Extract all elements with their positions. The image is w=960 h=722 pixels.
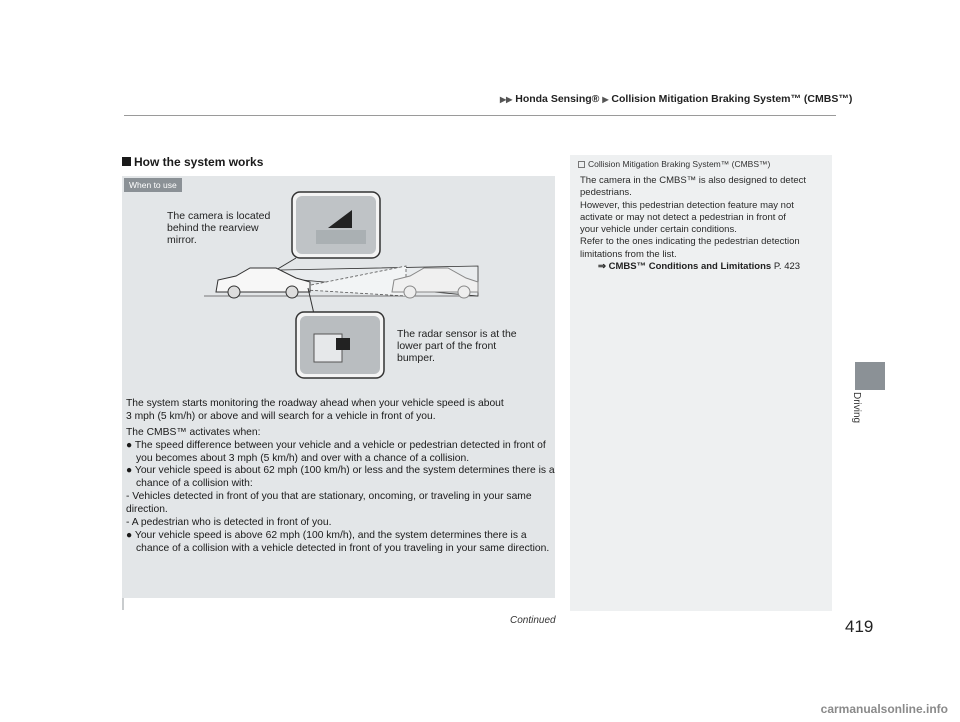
radar-inset-illustration xyxy=(296,312,384,378)
camera-inset-illustration xyxy=(292,192,380,258)
sidebar-line: However, this pedestrian detection feature may not xyxy=(580,199,794,211)
section-heading: How the system works xyxy=(122,155,263,169)
chapter-tab-label: Driving xyxy=(851,392,862,424)
watermark: carmanualsonline.info xyxy=(820,702,948,716)
camera-label-line: mirror. xyxy=(167,234,197,246)
list-item: ● Your vehicle speed is above 62 mph (100 km/h), and the system determines there is a chance of a collision with a vehicle detected in front of you traveling in your same direction. xyxy=(126,530,550,554)
breadcrumb xyxy=(500,93,852,105)
arrow-icon: ⇒ xyxy=(598,261,606,273)
square-bullet-icon xyxy=(122,157,131,166)
sidebar-line: limitations from the list. xyxy=(580,248,677,260)
camera-label-line: behind the rearview xyxy=(167,222,259,234)
list-item: ● The speed difference between your vehicle and a vehicle or pedestrian detected in front of you becomes about 3 mph (5 km/h) and over with a chance of a collision. xyxy=(126,440,546,464)
intro-line: The system starts monitoring the roadway ahead when your vehicle speed is about xyxy=(126,398,504,409)
arrow-icon: ▶▶ xyxy=(500,95,513,104)
radar-sensor-icon xyxy=(336,338,350,350)
panel-edge xyxy=(122,598,124,610)
system-diagram xyxy=(167,188,517,384)
chapter-tab[interactable] xyxy=(855,362,885,390)
sidebar-line: your vehicle under certain conditions. xyxy=(580,224,737,236)
sidebar-title: Collision Mitigation Braking System™ (CMBS™) xyxy=(578,159,770,169)
sidebar-line: Refer to the ones indicating the pedestrian detection xyxy=(580,236,800,248)
intro-line: 3 mph (5 km/h) or above and will search for a vehicle in front of you. xyxy=(126,411,436,422)
list-item: ● Your vehicle speed is about 62 mph (100 km/h) or less and the system determines there is a chance of a collision with: xyxy=(126,465,555,489)
cross-reference-link[interactable]: ⇒ CMBS™ Conditions and Limitations P. 423 xyxy=(598,261,801,273)
camera-label-line: The camera is located xyxy=(167,210,271,222)
sidebar-line: activate or may not detect a pedestrian in front of xyxy=(580,211,786,223)
page-number: 419 xyxy=(845,617,874,636)
list-subitem: - A pedestrian who is detected in front of you. xyxy=(126,517,332,528)
radar-label-line: bumper. xyxy=(397,352,435,364)
continued-label: Continued xyxy=(510,615,556,626)
sidebar-line: pedestrians. xyxy=(580,187,632,199)
breadcrumb-item-honda-sensing[interactable]: Honda Sensing® xyxy=(515,93,600,105)
note-icon xyxy=(578,161,585,168)
radar-label-line: The radar sensor is at the xyxy=(397,328,517,340)
arrow-icon: ▶ xyxy=(602,95,609,104)
header-divider xyxy=(124,115,836,116)
breadcrumb-item-cmbs[interactable]: Collision Mitigation Braking System™ (CMBS™) xyxy=(611,93,853,105)
sidebar-line: The camera in the CMBS™ is also designed to detect xyxy=(580,175,807,186)
sidebar-body xyxy=(580,175,825,273)
list-subitem: - Vehicles detected in front of you that are stationary, oncoming, or traveling in your same direction. xyxy=(126,491,532,515)
activates-heading: The CMBS™ activates when: xyxy=(126,427,261,438)
radar-label-line: lower part of the front xyxy=(397,340,497,352)
when-to-use-tag: When to use xyxy=(124,178,182,192)
